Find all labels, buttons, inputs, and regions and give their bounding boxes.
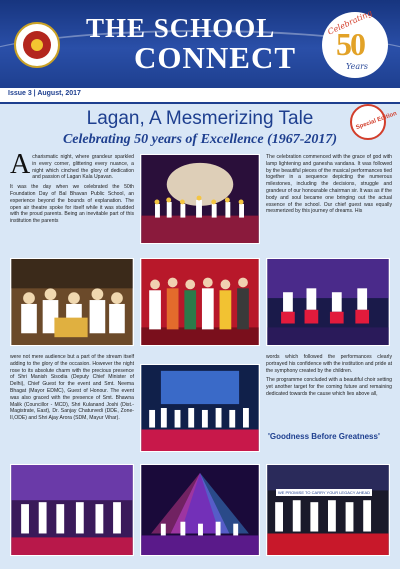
issue-label: Issue 3 | August, 2017 [8,90,81,97]
column-1-top [10,149,134,225]
title-line-1: THE SCHOOL [86,13,276,43]
emblem-icon [23,31,51,59]
chief-guest-paragraph: words which followed the performances clearly portrayed his confidence with the institution and pride at the symphony created by the children. [266,354,392,374]
article-body [0,104,400,569]
issue-bar [0,88,400,104]
lamp-lighting-photo [10,258,134,346]
badge-celebrating: Celebrating [326,8,374,37]
newsletter-title [86,14,296,74]
special-edition-label: Special Edition [355,110,398,132]
drop-cap: A [10,149,31,180]
badge-years: Years [346,62,369,71]
school-motto: 'Goodness Before Greatness' [268,432,380,441]
legacy-banner-photo [266,464,390,556]
column-1-bottom: were not mere audience but a part of the stream itself adding to the glory of the occasion. However the night rose to its absolute charm with the precious presence of Shri Manish Sisodia (Deputy Chief Minister of Delhi), Chief Guest for the event and Smt. Neema Bhagat (Mayor EDMC), Guest of Honour. The event was also graced with the presence of Smt. Bhawna Malik (Councillor - MCD), Shri Kulanand Joshi (Dist.-Magistrate, East), Dr. Sanjay Chaturvedi (DDE, Zone-II,ODE) and Shri Ajay Arora (SDM, Mayur Vihar). [10,354,134,422]
column-3-top: The celebration commenced with the grace of god with lamp lightening and ganesha vandana. It was followed by the beautiful pieces of the musical performances tied together in a sequence depicting the numerous milestones, including the decisions, struggle and grandeur of our honourable chairman sir. It was as if the body and soul became one bringing out the actual essence of the school. Our chief guest was equally mesmerized by this journey of dreams. His [266,154,392,215]
dance-performance-photo [266,258,390,346]
foundation-paragraph: It was the day when we celebrated the 50th Foundation Day of Bal Bhavan Public School, an experience beyond the bounds of explanation. The open air theatre spoke for itself while it was studded with the proud parents. Being an inevitable part of this institution the parents [10,184,134,225]
special-edition-stamp [350,104,398,140]
badge-number: 50 [336,26,364,62]
anniversary-badge [322,8,388,78]
choir-photo [10,464,134,556]
masthead [0,0,400,88]
article-subheadline: Celebrating 50 years of Excellence (1967-2017) [62,132,338,147]
school-logo [14,22,60,68]
guests-on-stage-photo [140,258,260,346]
closing-paragraph: The programme concluded with a beautiful choir setting yet another target for the coming future and remaining dedicated towards the cause which lies above all, [266,377,392,397]
title-line-2: CONNECT [134,40,297,75]
legacy-banner-text: WE PROMISE TO CARRY YOUR LEGACY AHEAD [278,490,371,495]
column-3-bottom [266,354,392,398]
lighting-show-photo [140,464,260,556]
stage-performance-photo [140,154,260,244]
intro-paragraph: charismatic night, where grandeur sparkled in every corner, glittering every nuance, a night which cinched the glory of dedication and passion of Lagan Kala Upavan. [32,154,134,181]
article-headline: Lagan, A Mesmerizing Tale [86,108,314,129]
group-performance-photo [140,364,260,452]
